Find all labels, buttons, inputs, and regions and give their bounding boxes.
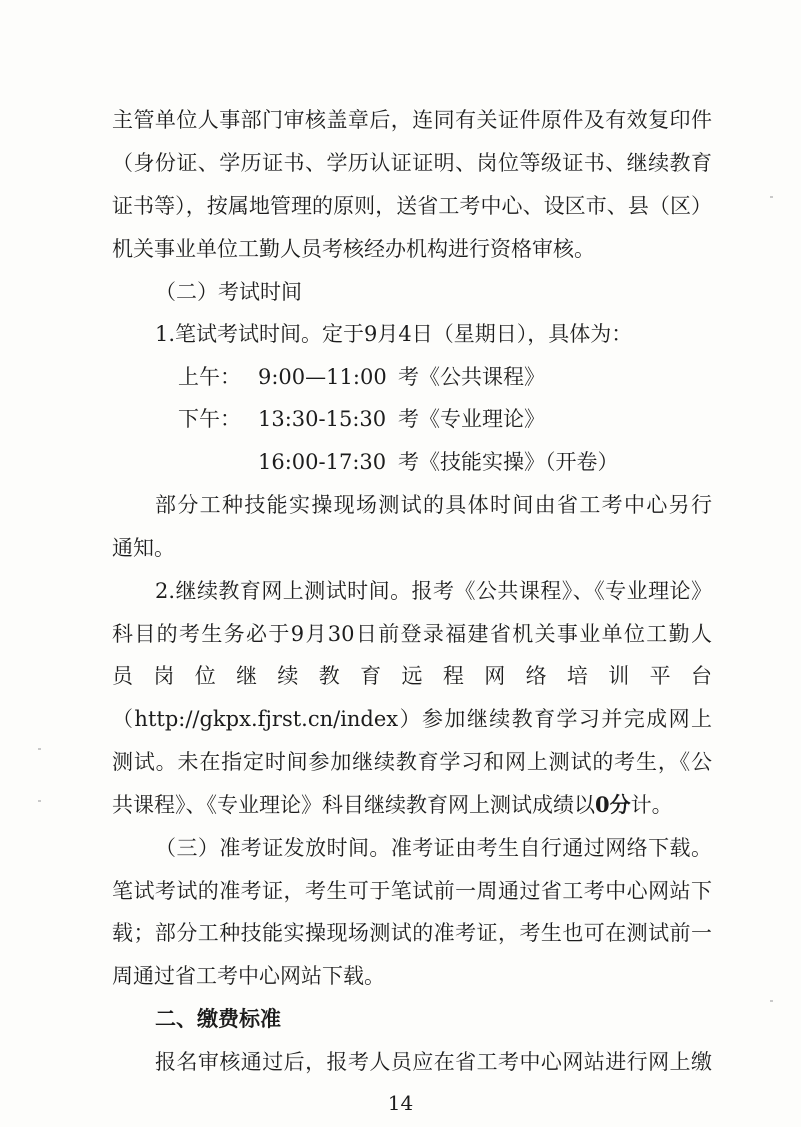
body-line: 1.笔试考试时间。定于9月4日（星期日），具体为： (155, 322, 633, 346)
body-line: 员岗位继续教育远程网络培训平台 (112, 664, 712, 688)
body-line: 周通过省工考中心网站下载。 (112, 964, 385, 988)
body-line: 载；部分工种技能实操现场测试的准考证，考生也可在测试前一 (112, 921, 712, 945)
schedule-time: 13:30-15:30 (258, 407, 387, 431)
body-line: （http://gkpx.fjrst.cn/index）参加继续教育学习并完成网上 (112, 707, 712, 731)
body-line: 主管单位人事部门审核盖章后，连同有关证件原件及有效复印件 (112, 108, 712, 132)
body-line (112, 791, 712, 819)
schedule-label: 下午： (178, 407, 241, 431)
body-line: 测试。未在指定时间参加继续教育学习和网上测试的考生，《公 (112, 750, 712, 774)
body-text: 计。 (630, 793, 673, 817)
body-line: 部分工种技能实操现场测试的具体时间由省工考中心另行 (155, 493, 712, 517)
body-line: 报名审核通过后，报考人员应在省工考中心网站进行网上缴 (155, 1050, 712, 1074)
body-line: 证书等），按属地管理的原则，送省工考中心、设区市、县（区） (112, 194, 712, 218)
body-line: （三）准考证发放时间。准考证由考生自行通过网络下载。 (155, 836, 712, 860)
schedule-time: 16:00-17:30 (258, 450, 387, 474)
scan-speck (38, 800, 41, 802)
schedule-label: 上午： (178, 365, 241, 389)
schedule-subject: 考《公共课程》 (398, 365, 545, 389)
schedule-time: 9:00—11:00 (258, 365, 387, 389)
scan-speck (770, 1000, 773, 1002)
body-text: 共课程》、《专业理论》科目继续教育网上测试成绩以 (112, 793, 595, 817)
body-line: 通知。 (112, 536, 175, 560)
body-line: 笔试考试的准考证，考生可于笔试前一周通过省工考中心网站下 (112, 879, 712, 903)
body-line: （身份证、学历证书、学历认证证明、岗位等级证书、继续教育 (112, 151, 712, 175)
scan-speck (770, 196, 773, 198)
score-emphasis: 0分 (595, 792, 631, 817)
schedule-subject: 考《专业理论》 (398, 407, 545, 431)
schedule-subject: 考《技能实操》（开卷） (398, 450, 619, 474)
scan-speck (38, 748, 41, 750)
body-line: 机关事业单位工勤人员考核经办机构进行资格审核。 (112, 237, 595, 261)
page-number: 14 (387, 1091, 414, 1115)
section-heading: （二）考试时间 (155, 280, 302, 304)
body-line: 科目的考生务必于9月30日前登录福建省机关事业单位工勤人 (112, 622, 712, 646)
body-line: 2.继续教育网上测试时间。报考《公共课程》、《专业理论》 (155, 579, 712, 603)
section-heading: 二、缴费标准 (155, 1006, 281, 1031)
